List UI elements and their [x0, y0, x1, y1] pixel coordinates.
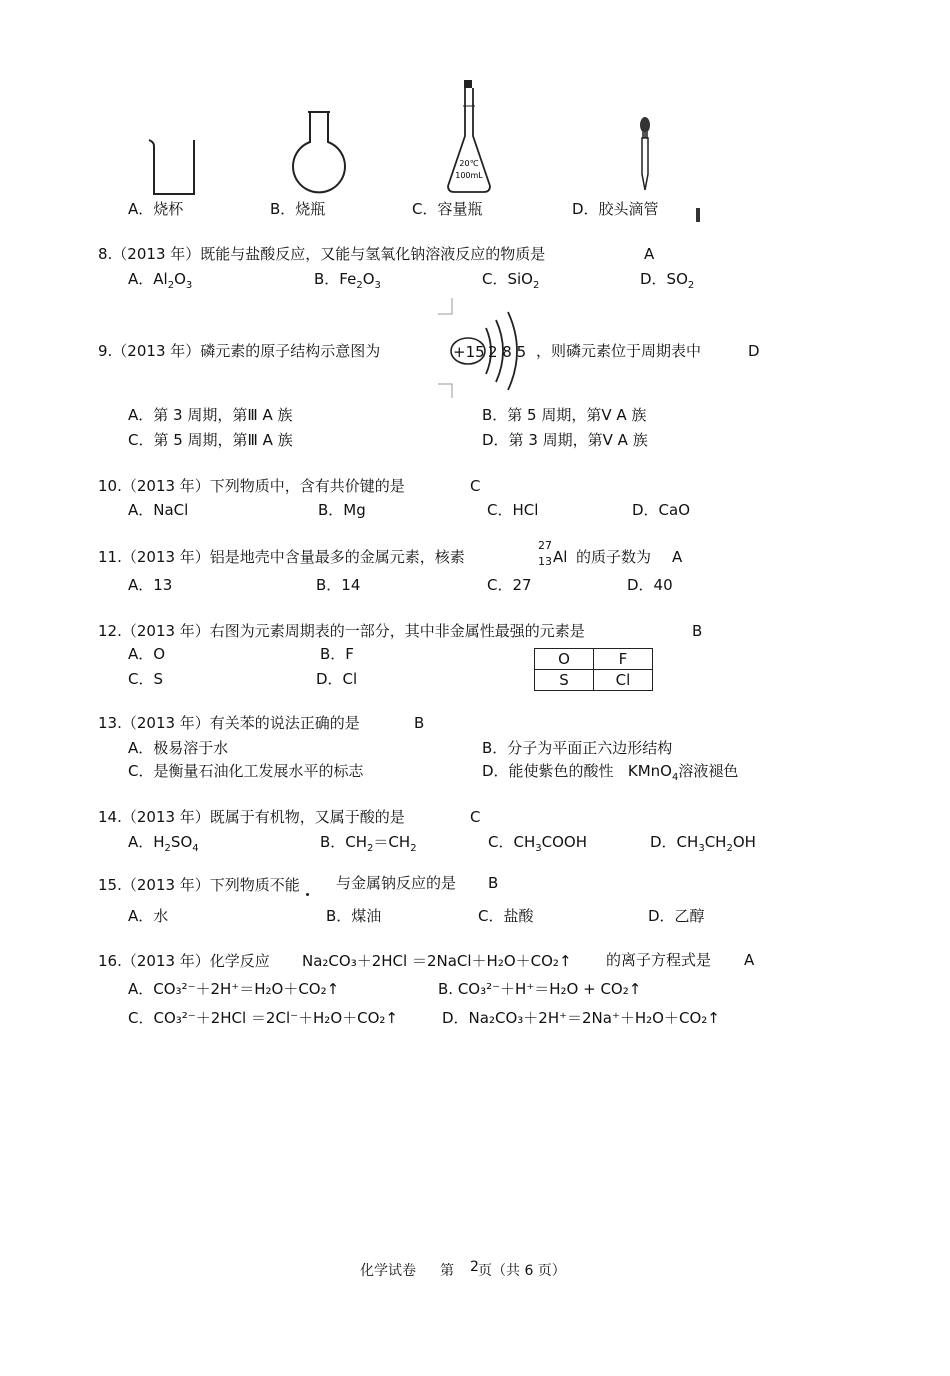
q13-option-d: D．能使紫色的酸性 KMnO$_4$溶液褪色 [482, 762, 739, 783]
q9-answer: D [748, 342, 760, 360]
emphasis-dot [306, 893, 309, 896]
q7-option-d: D．胶头滴管 [572, 200, 659, 218]
q12-option-a: A．O [128, 645, 166, 663]
cursor-mark [696, 208, 700, 222]
q14-stem: 14.（2013 年）既属于有机物，又属于酸的是 [98, 808, 405, 826]
q7-option-a: A．烧杯 [128, 200, 184, 218]
q8-option-b: B．$Fe_2O_3$ [314, 270, 381, 291]
q14-option-a: A．$H_2SO_4$ [128, 833, 199, 854]
q14-option-d: D．$CH_3CH_2OH$ [650, 833, 756, 854]
q12-option-c: C．S [128, 670, 163, 688]
q11-mass-number: 27 [538, 539, 552, 552]
q8-stem: 8.（2013 年）既能与盐酸反应，又能与氢氧化钠溶液反应的物质是 [98, 245, 546, 263]
q8-option-d: D．$SO_2$ [640, 270, 695, 291]
q10-option-a: A．NaCl [128, 501, 189, 519]
q7-option-c: C．容量瓶 [412, 200, 483, 218]
q10-stem: 10.（2013 年）下列物质中，含有共价键的是 [98, 477, 405, 495]
q15-stem-tail: 与金属钠反应的是 [336, 874, 457, 892]
q10-option-b: B．Mg [318, 501, 366, 519]
q7-option-b: B．烧瓶 [270, 200, 326, 218]
q8-answer: A [644, 245, 655, 263]
q14-option-c: C．$CH_3COOH$ [488, 833, 587, 854]
q9-option-b: B．第 5 周期，第Ⅴ A 族 [482, 406, 647, 424]
q16-stem-tail: 的离子方程式是 [606, 951, 712, 969]
flask-temp-label: 20℃ [459, 159, 479, 168]
q13-option-c: C．是衡量石油化工发展水平的标志 [128, 762, 364, 780]
q16-option-a: A．CO₃²⁻＋2H⁺＝H₂O＋CO₂↑ [128, 980, 340, 998]
q12-answer: B [692, 622, 703, 640]
table-cell: Cl [594, 670, 653, 691]
q16-answer: A [744, 951, 755, 969]
q16-option-d: D．Na₂CO₃＋2H⁺＝2Na⁺＋H₂O＋CO₂↑ [442, 1009, 720, 1027]
q9-nucleus: +15 [453, 343, 485, 361]
q10-option-c: C．HCl [487, 501, 539, 519]
q16-option-b: B. CO₃²⁻＋H⁺＝H₂O + CO₂↑ [438, 980, 642, 998]
q12-option-b: B．F [320, 645, 354, 663]
dropper-icon [636, 116, 654, 192]
q11-answer: A [672, 548, 683, 566]
q13-answer: B [414, 714, 425, 732]
q10-option-d: D．CaO [632, 501, 691, 519]
q12-stem: 12.（2013 年）右图为元素周期表的一部分，其中非金属性最强的元素是 [98, 622, 585, 640]
flask-volume-label: 100mL [455, 171, 483, 180]
q9-option-a: A．第 3 周期，第Ⅲ A 族 [128, 406, 293, 424]
q12-option-d: D．Cl [316, 670, 358, 688]
q13-option-a: A．极易溶于水 [128, 739, 229, 757]
q15-option-c: C．盐酸 [478, 907, 534, 925]
q11-stem-tail: 的质子数为 [576, 548, 652, 566]
q9-option-d: D．第 3 周期，第Ⅴ A 族 [482, 431, 648, 449]
footer-page-prefix: 第 [440, 1263, 454, 1279]
periodic-table-fragment [534, 648, 653, 691]
q16-stem: 16.（2013 年）化学反应 [98, 952, 270, 970]
footer-page-number: 2 [470, 1259, 479, 1275]
q16-option-c: C．CO₃²⁻＋2HCl ＝2Cl⁻＋H₂O＋CO₂↑ [128, 1009, 398, 1027]
q11-stem: 11.（2013 年）铝是地壳中含量最多的金属元素，核素 [98, 548, 465, 566]
footer-title: 化学试卷 [360, 1263, 416, 1279]
q13-option-b: B．分子为平面正六边形结构 [482, 739, 673, 757]
footer-page-suffix: 页（共 6 页） [478, 1263, 566, 1279]
q8-option-c: C．SiO$_2$ [482, 270, 540, 291]
q15-option-b: B．煤油 [326, 907, 382, 925]
q15-stem: 15.（2013 年）下列物质不能 [98, 876, 300, 894]
q11-symbol: Al [553, 548, 568, 566]
q9-shells: 2 8 5 [488, 343, 527, 361]
q11-option-b: B．14 [316, 576, 361, 594]
volumetric-flask-icon [444, 76, 494, 196]
q16-equation: Na₂CO₃＋2HCl ＝2NaCl＋H₂O＋CO₂↑ [302, 952, 572, 970]
q15-option-a: A．水 [128, 907, 169, 925]
q9-stem: 9.（2013 年）磷元素的原子结构示意图为 [98, 342, 381, 360]
table-cell: O [535, 649, 594, 670]
beaker-icon [146, 136, 200, 198]
q15-answer: B [488, 874, 499, 892]
table-cell: F [594, 649, 653, 670]
q15-option-d: D．乙醇 [648, 907, 705, 925]
q9-stem-tail: ，则磷元素位于周期表中 [536, 342, 702, 360]
round-flask-icon [286, 108, 352, 198]
q11-option-c: C．27 [487, 576, 532, 594]
q10-answer: C [470, 477, 481, 495]
q11-option-d: D．40 [627, 576, 673, 594]
q14-answer: C [470, 808, 481, 826]
q11-option-a: A．13 [128, 576, 173, 594]
q9-option-c: C．第 5 周期，第Ⅲ A 族 [128, 431, 293, 449]
q14-option-b: B．$CH_2=CH_2$ [320, 833, 417, 854]
q11-atomic-number: 13 [538, 555, 552, 568]
q8-option-a: A．$Al_2O_3$ [128, 270, 193, 291]
table-cell: S [535, 670, 594, 691]
q13-stem: 13.（2013 年）有关苯的说法正确的是 [98, 714, 360, 732]
